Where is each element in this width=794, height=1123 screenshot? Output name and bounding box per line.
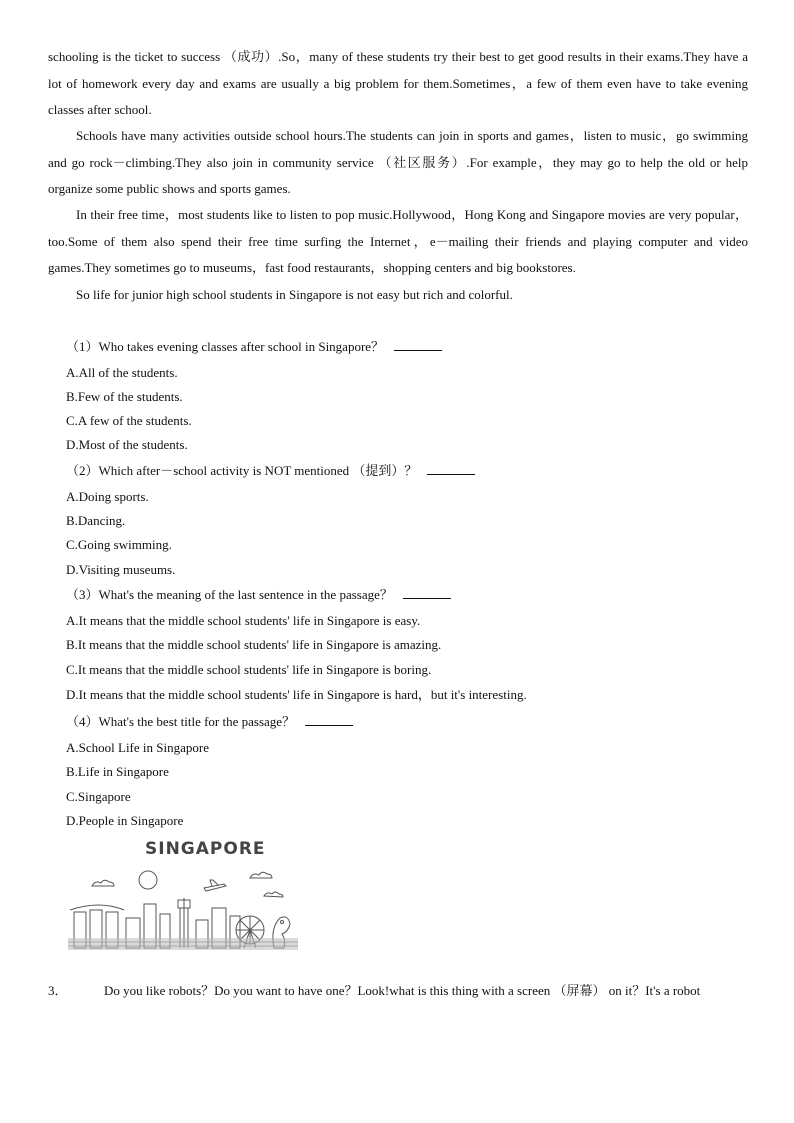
singapore-skyline-icon <box>64 834 304 958</box>
option-2d: D.Visiting museums. <box>66 562 176 577</box>
illustration-title: SINGAPORE <box>145 839 266 859</box>
question-number: 3． <box>48 983 68 998</box>
answer-blank[interactable] <box>305 713 353 726</box>
question-1-stem: （1）Who takes evening classes after school in Singapore？ <box>66 339 385 354</box>
passage-paragraph-2: Schools have many activities outside school hours.The students can join in sports and games，listen to music，go swimming and go rock－climbing.They also join in community service （社区服务）.For example，they may go to help the old or help organize some public shows and sports games. <box>48 128 748 196</box>
question-stem <box>66 462 475 480</box>
option-3b: B.It means that the middle school students' life in Singapore is amazing. <box>66 637 442 652</box>
next-question <box>48 982 748 1000</box>
option-4b: B.Life in Singapore <box>66 764 169 779</box>
passage-paragraph-4: So life for junior high school students in Singapore is not easy but rich and colorful. <box>76 287 513 302</box>
skyline-graphic <box>64 834 304 958</box>
option-4d: D.People in Singapore <box>66 813 184 828</box>
option-4a: A.School Life in Singapore <box>66 740 209 755</box>
option-3a: A.It means that the middle school students' life in Singapore is easy. <box>66 613 421 628</box>
option-2c: C.Going swimming. <box>66 537 172 552</box>
question-3-stem: （3）What's the meaning of the last sentence in the passage？ <box>66 587 393 602</box>
answer-blank[interactable] <box>394 338 442 351</box>
option-3c: C.It means that the middle school students' life in Singapore is boring. <box>66 662 432 677</box>
answer-blank[interactable] <box>427 462 475 475</box>
next-question-text: Do you like robots？Do you want to have one？Look!what is this thing with a screen （屏幕） on it？It's a robot <box>104 983 701 998</box>
passage-paragraph-3: In their free time，most students like to listen to pop music.Hollywood，Hong Kong and Singapore movies are very popular，too.Some of them also spend their free time surfing the Internet，e－mailing their friends and playing computer and video games.They sometimes go to museums，fast food restaurants，shopping centers and big bookstores. <box>48 207 748 275</box>
answer-blank[interactable] <box>403 586 451 599</box>
option-1a: A.All of the students. <box>66 365 178 380</box>
option-4c: C.Singapore <box>66 789 131 804</box>
passage-paragraph-1: schooling is the ticket to success （成功）.So，many of these students try their best to get good results in their exams.They have a lot of homework every day and exams are usually a big problem for them.Sometimes，a few of them even have to take evening classes after school. <box>48 49 748 117</box>
option-2b: B.Dancing. <box>66 513 126 528</box>
question-stem <box>66 713 353 731</box>
option-1b: B.Few of the students. <box>66 389 183 404</box>
option-3d: D.It means that the middle school students' life in Singapore is hard，but it's interesting. <box>66 687 527 702</box>
question-4-stem: （4）What's the best title for the passage？ <box>66 714 296 729</box>
option-1d: D.Most of the students. <box>66 437 188 452</box>
question-stem <box>66 338 442 356</box>
option-2a: A.Doing sports. <box>66 489 149 504</box>
question-stem <box>66 586 451 604</box>
question-2-stem: （2）Which after－school activity is NOT mentioned （提到）？ <box>66 463 418 478</box>
option-1c: C.A few of the students. <box>66 413 192 428</box>
